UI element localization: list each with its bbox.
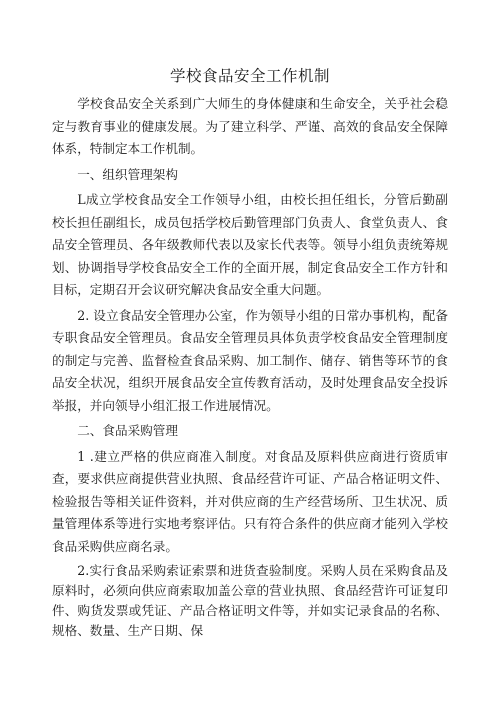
section-heading-organization: 一、组织管理架构 bbox=[77, 166, 178, 182]
intro-paragraph: 学校食品安全关系到广大师生的身体健康和生命安全，关乎社会稳定与教育事业的健康发展。为了建立科学、严谨、高效的食品安全保障体系，特制定本工作机制。 bbox=[52, 96, 448, 156]
paragraph-leadership-group: L成立学校食品安全工作领导小组，由校长担任组长，分管后勤副校长担任副组长，成员包括学校后勤管理部门负责人、食堂负责人、食品安全管理员、各年级教师代表以及家长代表等。领导小组负责统筹规划、协调指导学校食品安全工作的全面开展，制定食品安全工作方针和目标，定期召开会议研究解决食品安全重大问题。 bbox=[52, 192, 448, 297]
paragraph-purchase-inspection: 2.实行食品采购索证索票和进货查验制度。采购人员在采购食品及原料时，必须向供应商索取加盖公章的营业执照、食品经营许可证复印件、购货发票或凭证、产品合格证明文件等，并如实记录食品的名称、规格、数量、生产日期、保 bbox=[52, 563, 448, 638]
paragraph-supplier-access: 1 .建立严格的供应商准入制度。对食品及原料供应商进行资质审查，要求供应商提供营业执照、食品经营许可证、产品合格证明文件、检验报告等相关证件资料，并对供应商的生产经营场所、卫生状况、质量管理体系等进行实地考察评估。只有符合条件的供应商才能列入学校食品采购供应商名录。 bbox=[52, 448, 448, 554]
section-heading-procurement: 二、食品采购管理 bbox=[77, 423, 178, 438]
paragraph-management-office: 2. 设立食品安全管理办公室，作为领导小组的日常办事机构，配备专职食品安全管理员。食品安全管理员具体负责学校食品安全管理制度的制定与完善、监督检查食品采购、加工制作、储存、销售等环节的食品安全状况，组织开展食品安全宣传教育活动，及时处理食品安全投诉举报，并向领导小组汇报工作进展情况。 bbox=[52, 307, 448, 413]
document-title: 学校食品安全工作机制 bbox=[169, 67, 330, 85]
document-body bbox=[52, 93, 448, 644]
